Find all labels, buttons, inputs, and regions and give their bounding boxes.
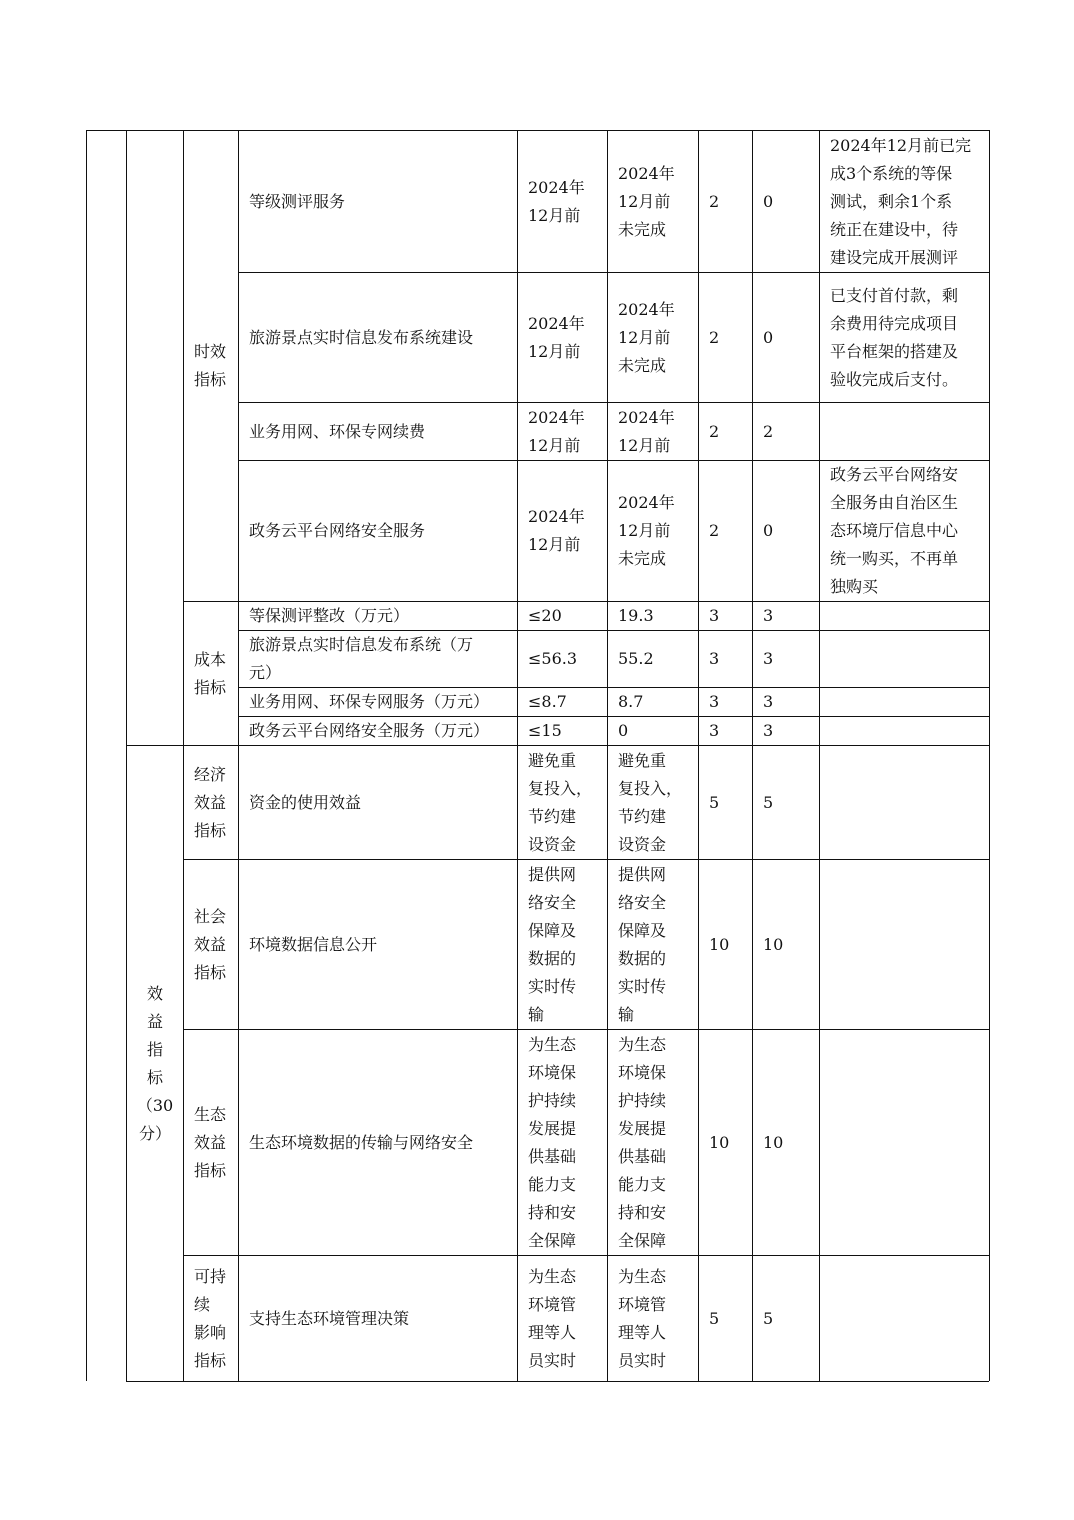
benefit-row-weight (699, 1256, 752, 1381)
timeliness-row-score-text: 0 (763, 191, 774, 211)
cost-row-actual-text: 0 (618, 721, 629, 740)
benefit-row-indicator-text: 支持生态环境管理决策 (249, 1308, 410, 1328)
timeliness-row-target (518, 461, 607, 601)
timeliness-row-weight (699, 461, 752, 601)
timeliness-row-weight (699, 273, 752, 402)
benefit-row-score-text: 5 (763, 1308, 774, 1328)
timeliness-row-score-text: 0 (763, 521, 774, 540)
benefit-row-weight-text: 5 (709, 792, 720, 812)
timeliness-row-remark (820, 403, 989, 460)
benefit-category-text: 经济 效益 指标 (194, 764, 227, 840)
timeliness-row-actual (608, 403, 698, 460)
benefit-row-actual (608, 746, 698, 859)
cost-row-actual (608, 602, 698, 630)
cost-row-actual-text: 55.2 (618, 649, 654, 668)
cost-row-actual (608, 631, 698, 687)
benefit-section-label (127, 746, 183, 1381)
benefit-row-remark (820, 860, 989, 1029)
cost-row-score-text: 3 (763, 649, 774, 668)
cost-row-weight-text: 3 (709, 721, 720, 740)
benefit-row-score (753, 1256, 819, 1381)
benefit-row-actual (608, 1030, 698, 1255)
cost-row-score-text: 3 (763, 721, 774, 740)
timeliness-row-remark-text: 政务云平台网络安 全服务由自治区生 态环境厅信息中心 统一购买，不再单 独购买 (830, 465, 959, 596)
cost-row-target-text: ≤56.3 (528, 649, 578, 668)
timeliness-row-remark-text: 2024年12月前已完 成3个系统的等保 测试，剩余1个系 统正在建设中，待 建设完成开展测评 (830, 135, 972, 267)
timeliness-category-text: 时效 指标 (194, 342, 227, 389)
benefit-row-remark (820, 1256, 989, 1381)
benefit-row-indicator (239, 860, 517, 1029)
timeliness-row-indicator-text: 等级测评服务 (249, 191, 346, 211)
benefit-row-target (518, 746, 607, 859)
cost-row-remark (820, 717, 989, 745)
benefit-row-target-text: 提供网 络安全 保障及 数据的 实时传 输 (528, 864, 577, 1024)
benefit-row-target-text: 为生态 环境管 理等人 员实时 (528, 1266, 577, 1370)
timeliness-row-score (753, 403, 819, 460)
timeliness-row-actual (608, 273, 698, 402)
timeliness-row-score (753, 461, 819, 601)
table-grid-line (86, 130, 87, 1381)
cost-row-target (518, 602, 607, 630)
timeliness-row-indicator (239, 273, 517, 402)
timeliness-row-indicator-text: 政务云平台网络安全服务 (249, 521, 426, 540)
benefit-row-actual-text: 避免重 复投入， 节约建 设资金 (618, 750, 683, 854)
benefit-row-indicator-text: 环境数据信息公开 (249, 934, 378, 954)
cost-row-remark (820, 602, 989, 630)
benefit-row-weight (699, 746, 752, 859)
cost-row-indicator (239, 717, 517, 745)
cost-row-indicator-text: 政务云平台网络安全服务（万元） (249, 721, 490, 740)
benefit-row-indicator (239, 1030, 517, 1255)
benefit-row-score (753, 860, 819, 1029)
benefit-row-score-text: 10 (763, 1132, 784, 1152)
benefit-row-target (518, 1030, 607, 1255)
timeliness-row-target-text: 2024年 12月前 (528, 507, 585, 554)
benefit-row-target-text: 避免重 复投入， 节约建 设资金 (528, 750, 593, 854)
timeliness-row-actual (608, 131, 698, 272)
timeliness-row-target-text: 2024年 12月前 (528, 177, 585, 225)
benefit-row-target (518, 1256, 607, 1381)
benefit-row-actual-text: 提供网 络安全 保障及 数据的 实时传 输 (618, 864, 667, 1024)
cost-row-score (753, 631, 819, 687)
cost-row-weight (699, 688, 752, 716)
benefit-row-score-text: 5 (763, 792, 774, 812)
timeliness-row-target (518, 131, 607, 272)
benefit-row-score-text: 10 (763, 934, 784, 954)
cost-row-score-text: 3 (763, 606, 774, 625)
cost-row-weight (699, 602, 752, 630)
benefit-row-weight (699, 860, 752, 1029)
benefit-row-weight-text: 5 (709, 1308, 720, 1328)
timeliness-row-target (518, 403, 607, 460)
cost-row-weight-text: 3 (709, 692, 720, 711)
cost-row-remark (820, 631, 989, 687)
cost-row-target-text: ≤8.7 (528, 692, 567, 711)
cost-row-target-text: ≤15 (528, 721, 562, 740)
timeliness-row-weight-text: 2 (709, 327, 720, 347)
benefit-section-label-text: 效 益 指 标 （30 分） (136, 983, 174, 1143)
benefit-row-score (753, 746, 819, 859)
timeliness-row-target (518, 273, 607, 402)
benefit-row-indicator (239, 746, 517, 859)
cost-row-actual (608, 688, 698, 716)
cost-row-indicator-text: 业务用网、环保专网服务（万元） (249, 692, 490, 711)
timeliness-row-target-text: 2024年 12月前 (528, 407, 585, 455)
timeliness-row-actual-text: 2024年 12月前 未完成 (618, 299, 675, 375)
timeliness-category (184, 131, 238, 601)
cost-row-score-text: 3 (763, 692, 774, 711)
cost-row-actual-text: 19.3 (618, 606, 654, 625)
timeliness-row-score (753, 131, 819, 272)
benefit-row-target (518, 860, 607, 1029)
cost-row-remark (820, 688, 989, 716)
benefit-category (184, 1030, 238, 1255)
cost-row-actual-text: 8.7 (618, 692, 644, 711)
benefit-row-actual-text: 为生态 环境保 护持续 发展提 供基础 能力支 持和安 全保障 (618, 1034, 667, 1250)
timeliness-row-remark-text: 已支付首付款，剩 余费用待完成项目 平台框架的搭建及 验收完成后支付。 (830, 285, 959, 389)
cost-row-actual (608, 717, 698, 745)
benefit-row-indicator (239, 1256, 517, 1381)
timeliness-row-actual (608, 461, 698, 601)
timeliness-row-weight-text: 2 (709, 521, 720, 540)
timeliness-row-indicator-text: 业务用网、环保专网续费 (249, 421, 426, 441)
benefit-category-text: 社会 效益 指标 (194, 906, 227, 982)
cost-row-target (518, 688, 607, 716)
timeliness-row-remark (820, 273, 989, 402)
timeliness-row-indicator (239, 131, 517, 272)
timeliness-row-target-text: 2024年 12月前 (528, 313, 585, 361)
benefit-row-indicator-text: 生态环境数据的传输与网络安全 (249, 1132, 474, 1152)
cost-row-indicator (239, 631, 517, 687)
cost-row-score (753, 717, 819, 745)
benefit-row-remark (820, 1030, 989, 1255)
timeliness-row-weight-text: 2 (709, 191, 720, 211)
timeliness-row-indicator (239, 403, 517, 460)
timeliness-row-indicator (239, 461, 517, 601)
timeliness-row-weight (699, 403, 752, 460)
benefit-row-actual (608, 1256, 698, 1381)
timeliness-row-actual-text: 2024年 12月前 未完成 (618, 493, 675, 568)
benefit-row-actual (608, 860, 698, 1029)
timeliness-row-score-text: 2 (763, 421, 774, 441)
benefit-row-weight (699, 1030, 752, 1255)
cost-row-weight-text: 3 (709, 649, 720, 668)
benefit-row-indicator-text: 资金的使用效益 (249, 792, 362, 812)
cost-row-indicator-text: 等保测评整改（万元） (249, 606, 410, 625)
timeliness-row-weight-text: 2 (709, 421, 720, 441)
timeliness-row-indicator-text: 旅游景点实时信息发布系统建设 (249, 327, 474, 347)
timeliness-row-remark (820, 131, 989, 272)
table-grid-line (989, 130, 990, 1381)
cost-row-score (753, 602, 819, 630)
cost-row-indicator (239, 688, 517, 716)
benefit-row-target-text: 为生态 环境保 护持续 发展提 供基础 能力支 持和安 全保障 (528, 1034, 577, 1250)
benefit-row-weight-text: 10 (709, 934, 730, 954)
cost-row-weight-text: 3 (709, 606, 720, 625)
benefit-category (184, 1256, 238, 1381)
cost-row-score (753, 688, 819, 716)
benefit-row-remark (820, 746, 989, 859)
timeliness-row-actual-text: 2024年 12月前 (618, 407, 675, 455)
cost-row-weight (699, 717, 752, 745)
timeliness-row-score (753, 273, 819, 402)
benefit-category-text: 生态 效益 指标 (194, 1104, 227, 1180)
cost-row-target (518, 631, 607, 687)
benefit-category (184, 860, 238, 1029)
benefit-category (184, 746, 238, 859)
cost-category (184, 602, 238, 745)
benefit-row-score (753, 1030, 819, 1255)
timeliness-row-score-text: 0 (763, 327, 774, 347)
timeliness-row-weight (699, 131, 752, 272)
table-grid-line (126, 1381, 989, 1382)
timeliness-row-actual-text: 2024年 12月前 未完成 (618, 163, 675, 239)
benefit-row-weight-text: 10 (709, 1132, 730, 1152)
cost-row-target-text: ≤20 (528, 606, 562, 625)
cost-row-indicator (239, 602, 517, 630)
cost-row-weight (699, 631, 752, 687)
cost-category-text: 成本 指标 (194, 649, 227, 697)
timeliness-row-remark (820, 461, 989, 601)
cost-row-target (518, 717, 607, 745)
cost-row-indicator-text: 旅游景点实时信息发布系统（万 元） (249, 635, 474, 682)
benefit-category-text: 可持 续 影响 指标 (194, 1266, 227, 1370)
benefit-row-actual-text: 为生态 环境管 理等人 员实时 (618, 1266, 667, 1370)
